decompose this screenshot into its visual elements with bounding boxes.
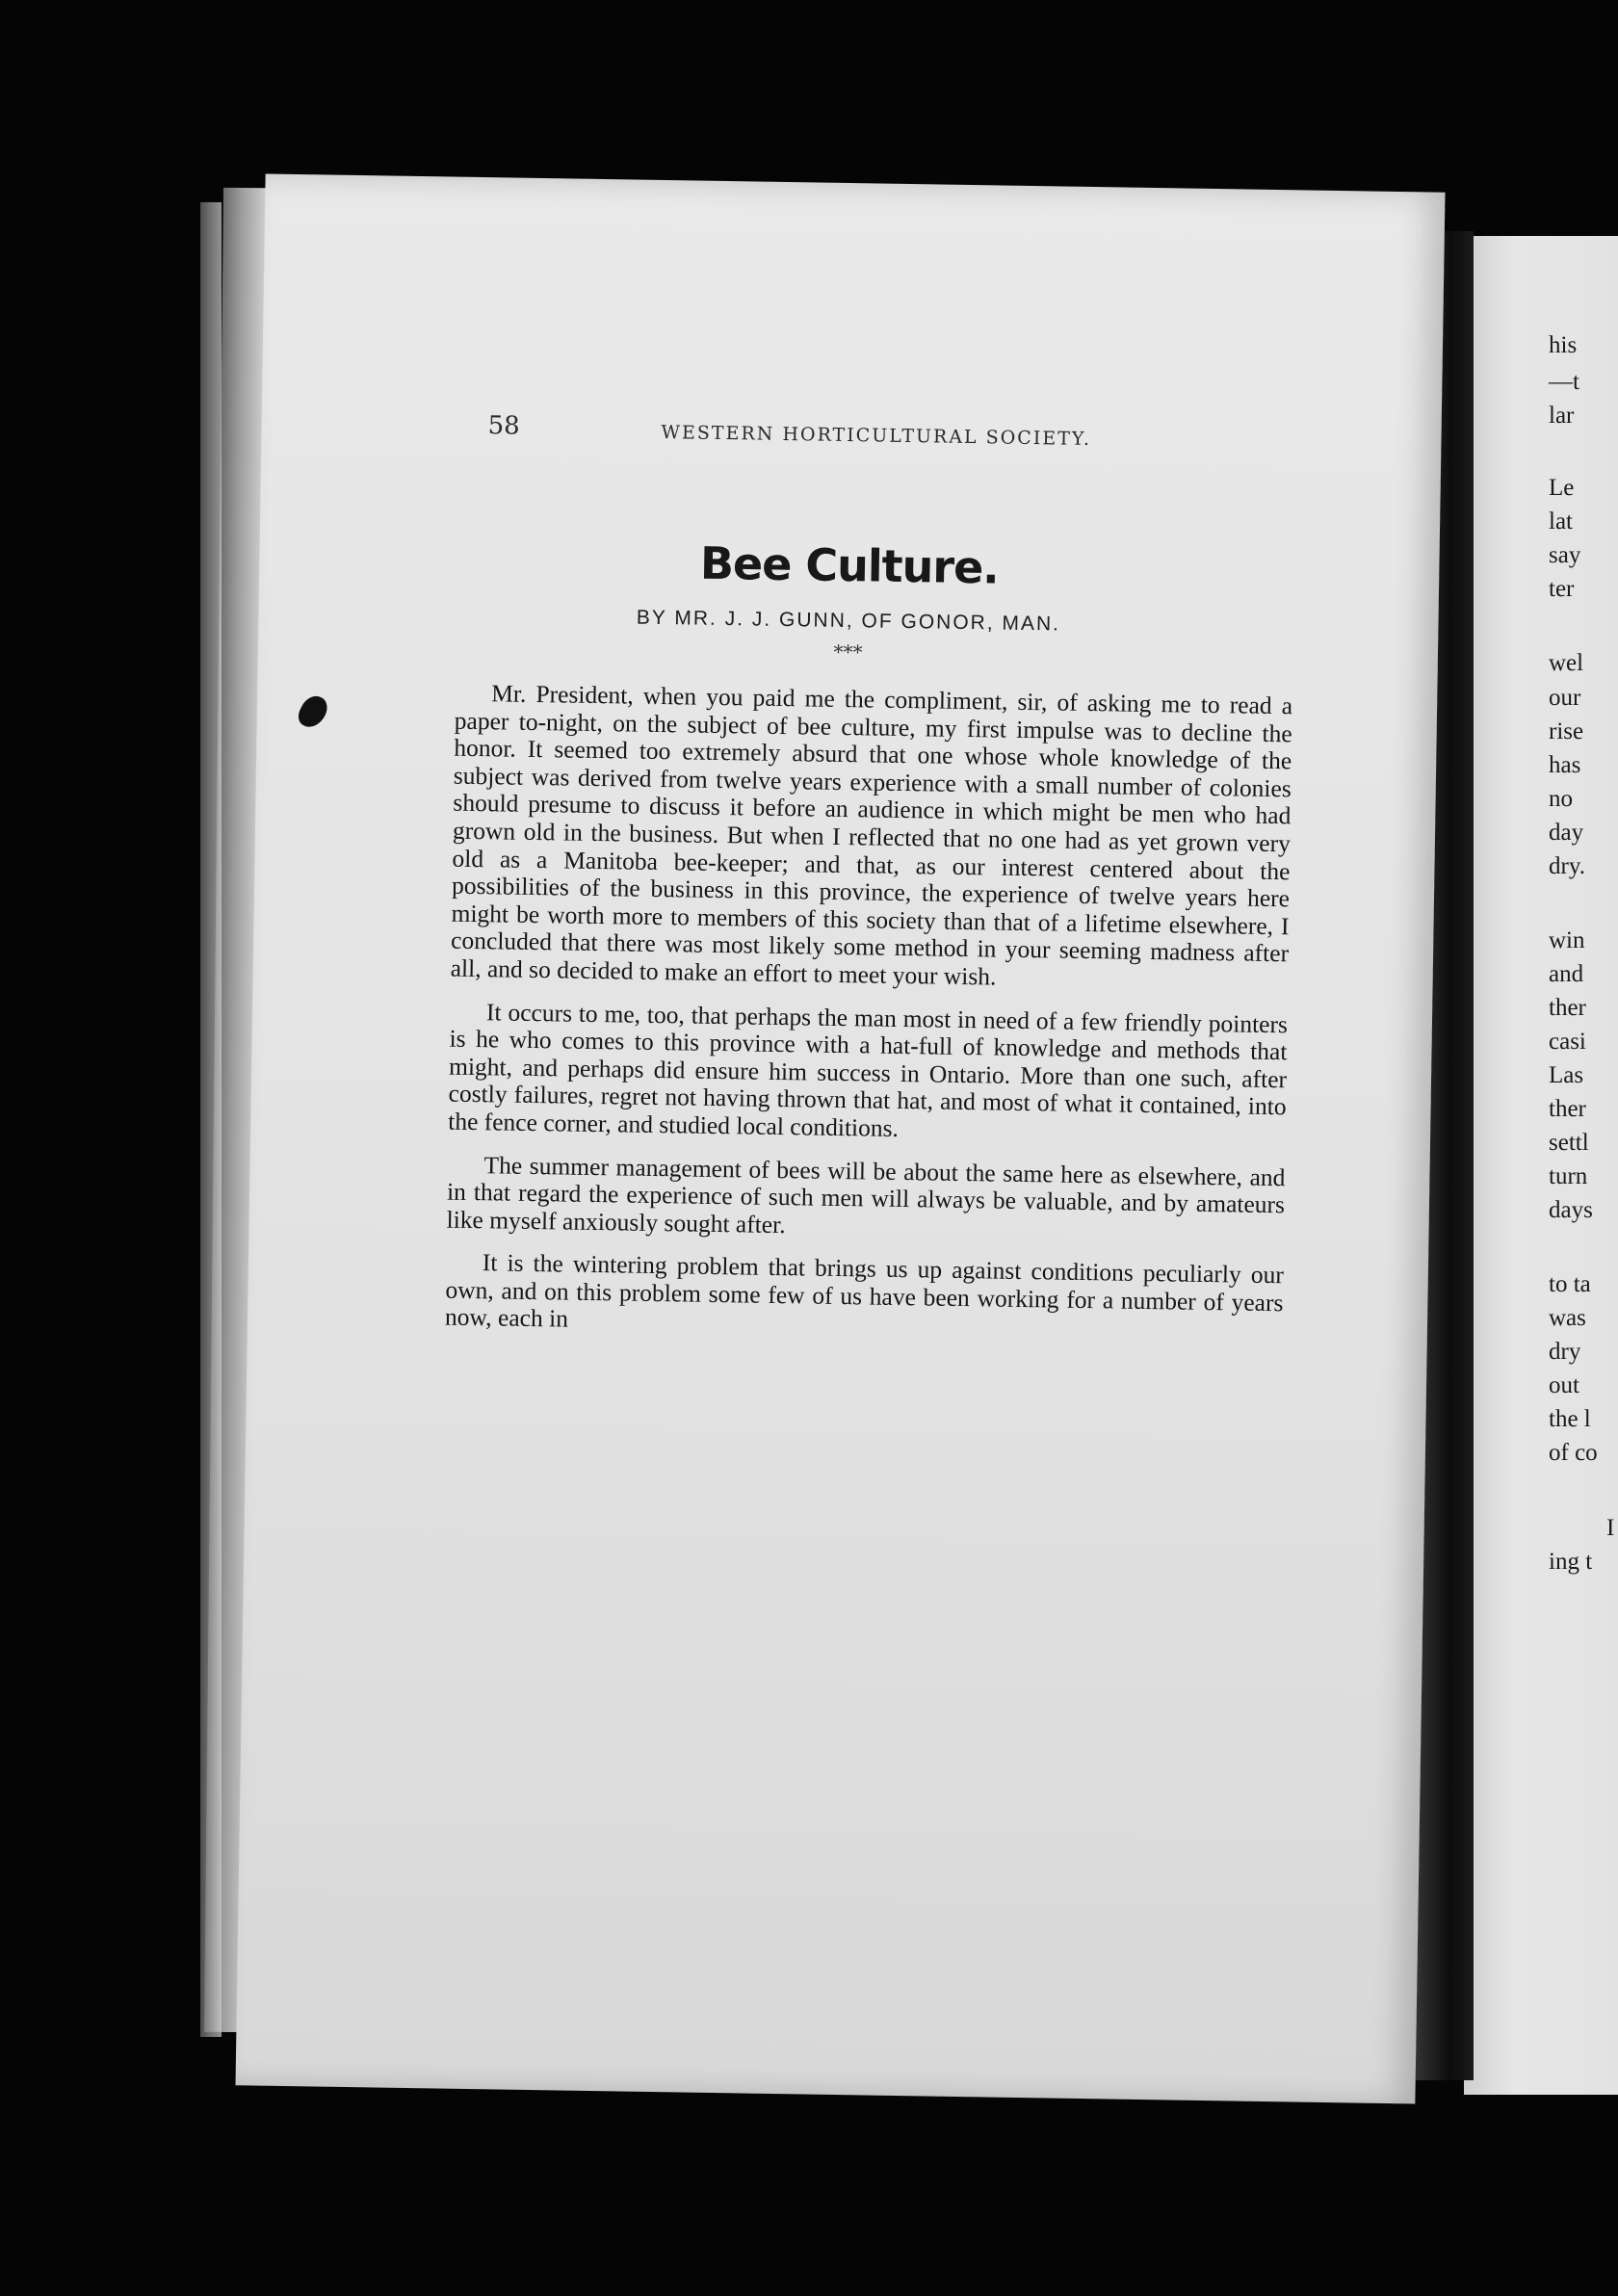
facing-line: wel <box>1549 650 1584 676</box>
section-ornament: *** <box>833 639 863 665</box>
book-page <box>235 174 1445 2104</box>
facing-line: was <box>1549 1305 1586 1331</box>
facing-line: rise <box>1549 718 1584 744</box>
facing-line: win <box>1549 927 1585 953</box>
facing-line: has <box>1549 752 1581 778</box>
page-number: 58 <box>487 411 520 441</box>
facing-page <box>1464 236 1618 2095</box>
paragraph: The summer management of bees will be about the same here as elsewhere, and in that regard the experience of such men will always be valuable, and by amateurs like myself anxiously sought after. <box>446 1150 1286 1239</box>
page-stack-edge <box>200 202 222 2037</box>
article-body <box>445 680 1293 1361</box>
page-header <box>487 411 1336 463</box>
facing-line: our <box>1549 685 1581 711</box>
facing-line: —t <box>1549 369 1579 395</box>
facing-line: his <box>1549 332 1578 358</box>
facing-line: dry <box>1549 1339 1581 1365</box>
facing-line: ther <box>1549 1096 1586 1122</box>
facing-line: ther <box>1549 995 1586 1021</box>
facing-line: lat <box>1549 509 1573 535</box>
facing-line: of co <box>1549 1440 1598 1466</box>
paragraph: It is the wintering problem that brings us up against conditions peculiarly our own, and on this problem some few of us have been working for a number of years now, each in <box>444 1248 1285 1334</box>
facing-line: say <box>1549 542 1581 568</box>
facing-line: to ta <box>1549 1271 1591 1297</box>
paragraph: Mr. President, when you paid me the compliment, sir, of asking me to read a paper to-night, on the subject of bee culture, my first impulse was to decline the honor. It seemed too extremely absurd that one whose whole knowledge of the subject was derived from twelve years experience with a small number of colonies should presume to discuss it before an audience in which might be men who had grown old in the business. But when I reflected that no one had as yet grown very old as a Manitoba bee-keeper; and that, as our interest centered about the possibilities of the business in this province, the experience of twelve years here might be worth more to members of this society than that of a lifetime elsewhere, I concluded that there was most likely some method in your seeming madness after all, and so decided to make an effort to meet your wish. <box>450 679 1293 991</box>
article-byline: BY MR. J. J. GUNN, OF GONOR, MAN. <box>636 606 1061 636</box>
facing-line: no <box>1549 786 1573 812</box>
facing-line: dry. <box>1549 853 1585 879</box>
article-title: Bee Culture. <box>699 536 1000 594</box>
facing-line: day <box>1549 820 1584 846</box>
facing-line: turn <box>1549 1163 1588 1189</box>
facing-line: settl <box>1549 1130 1589 1156</box>
facing-line: out <box>1549 1372 1579 1398</box>
facing-line: ter <box>1549 576 1575 602</box>
facing-line: lar <box>1549 403 1575 429</box>
facing-line: the l <box>1549 1406 1591 1432</box>
facing-line: ing t <box>1549 1549 1593 1575</box>
facing-line: casi <box>1549 1029 1586 1055</box>
facing-line: days <box>1549 1197 1593 1223</box>
facing-line: and <box>1549 961 1584 987</box>
facing-line: Le <box>1549 475 1575 501</box>
facing-line: Las <box>1549 1062 1584 1088</box>
paragraph: It occurs to me, too, that perhaps the man most in need of a few friendly pointers is he who comes to this province with a hat-full of knowledge and methods that might, and perhaps did ensure him success in Ontario. More than one such, after costly failures, regret not having thrown that hat, and most of what it contained, into the fence corner, and studied local conditions. <box>448 997 1289 1142</box>
running-head: WESTERN HORTICULTURAL SOCIETY. <box>661 421 1092 451</box>
facing-line: I <box>1606 1515 1615 1541</box>
